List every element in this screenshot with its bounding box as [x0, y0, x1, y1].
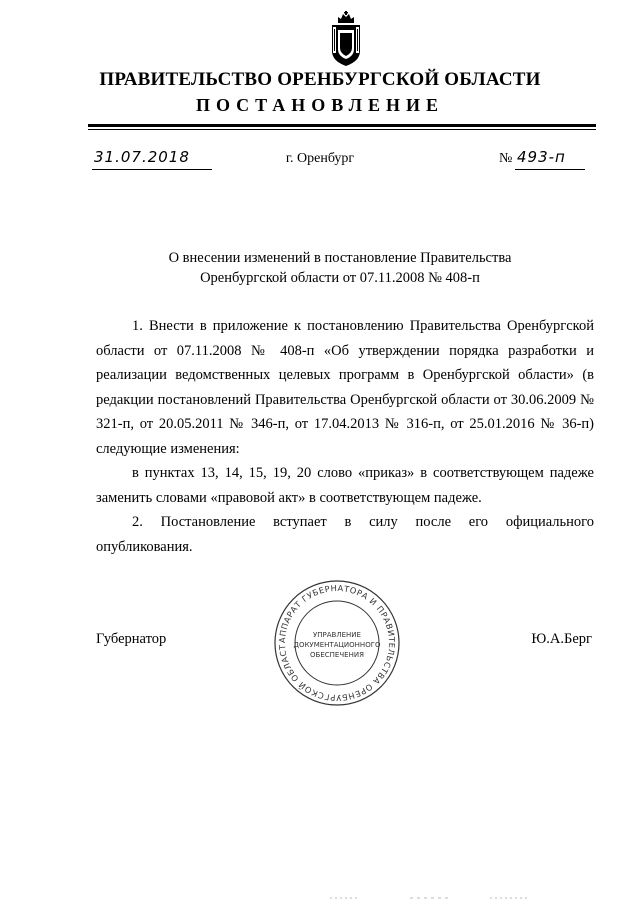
body-paragraph-3: 2. Постановление вступает в силу после его официального опубликования. — [96, 514, 594, 555]
subject-line-2: Оренбургской области от 07.11.2008 № 408-п — [200, 270, 480, 286]
number-value: 493-п — [517, 148, 566, 166]
svg-text:ОБЕСПЕЧЕНИЯ: ОБЕСПЕЧЕНИЯ — [310, 651, 364, 659]
svg-text:ДОКУМЕНТАЦИОННОГО: ДОКУМЕНТАЦИОННОГО — [293, 641, 381, 649]
body-paragraph-2: в пунктах 13, 14, 15, 19, 20 слово «приказ» в соответствующем падеже заменить словами «правовой акт» в соответствующем падеже. — [96, 465, 594, 506]
date-underline — [92, 169, 212, 170]
svg-text:АППАРАТ ГУБЕРНАТОРА И ПРАВИТЕЛ: АППАРАТ ГУБЕРНАТОРА И ПРАВИТЕЛЬСТВА ОРЕНБУРГСКОЙ ОБЛАСТ — [276, 582, 398, 704]
scan-artifact — [330, 896, 530, 900]
header-rule-thin — [88, 129, 596, 130]
subject-line-1: О внесении изменений в постановление Правительства — [168, 250, 512, 266]
body-paragraph-1: 1. Внести в приложение к постановлению Правительства Оренбургской области от 07.11.2008 № 408-п «Об утверждении порядка разработки и реализации ведомственных целевых программ в Оренбургской области» (в редакции постановлений Правительства Оренбургской области от 30.06.2009 № 321-п, от 20.05.2011 № 346-п, от 17.04.2013 № 316-п, от 25.01.2016 № 36-п) следующие изменения: — [96, 318, 594, 457]
coat-of-arms-icon — [329, 11, 363, 67]
document-body — [96, 314, 594, 559]
document-type: ПОСТАНОВЛЕНИЕ — [195, 95, 445, 115]
city-label: г. Оренбург — [285, 151, 355, 166]
official-seal-stamp — [272, 578, 402, 708]
signatory-name: Ю.А.Берг — [531, 631, 592, 647]
date-value: 31.07.2018 — [94, 148, 190, 166]
number-sign: № — [499, 151, 513, 166]
header-rule-thick — [88, 124, 596, 127]
document-subject — [0, 248, 640, 288]
svg-text:УПРАВЛЕНИЕ: УПРАВЛЕНИЕ — [313, 631, 361, 639]
government-title: ПРАВИТЕЛЬСТВО ОРЕНБУРГСКОЙ ОБЛАСТИ — [99, 69, 541, 90]
signatory-title: Губернатор — [96, 631, 167, 647]
number-underline — [515, 169, 585, 170]
